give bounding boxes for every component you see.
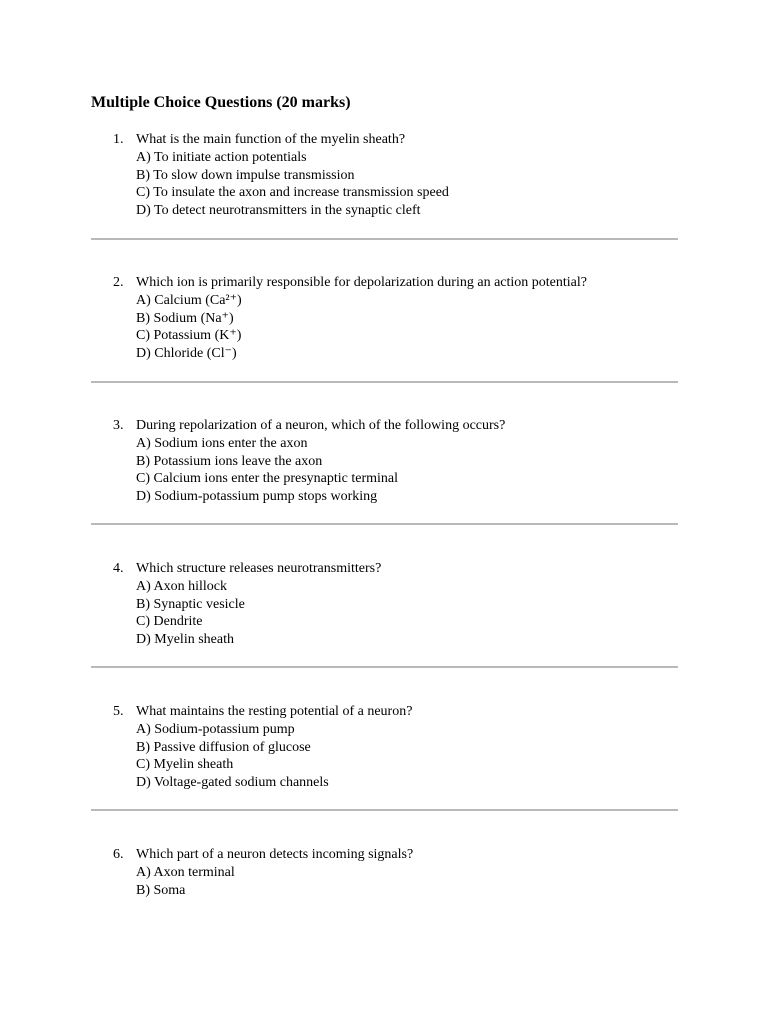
question-number: 6. bbox=[113, 847, 124, 862]
question-3 bbox=[0, 417, 768, 506]
answer-option bbox=[0, 310, 768, 328]
question-text: Which ion is primarily responsible for depolarization during an action potential? bbox=[136, 275, 587, 290]
option-c: C) Dendrite bbox=[136, 614, 203, 630]
option-d: D) Voltage-gated sodium channels bbox=[136, 775, 329, 791]
question-number: 2. bbox=[113, 275, 124, 290]
question-4 bbox=[0, 560, 768, 649]
answer-option bbox=[0, 882, 768, 900]
question-6 bbox=[0, 846, 768, 899]
question-number: 4. bbox=[113, 561, 124, 576]
answer-option bbox=[0, 202, 768, 220]
question-divider bbox=[91, 381, 678, 383]
answer-option bbox=[0, 721, 768, 739]
question-text: Which part of a neuron detects incoming signals? bbox=[136, 847, 414, 862]
option-b: B) Sodium (Na⁺) bbox=[136, 310, 234, 326]
question-line bbox=[0, 131, 768, 149]
option-a: A) Sodium-potassium pump bbox=[136, 721, 295, 737]
option-a: A) To initiate action potentials bbox=[136, 149, 307, 165]
option-b: B) Soma bbox=[136, 882, 186, 898]
answer-option bbox=[0, 453, 768, 471]
question-line bbox=[0, 417, 768, 435]
option-b: B) Passive diffusion of glucose bbox=[136, 739, 311, 755]
option-c: C) Calcium ions enter the presynaptic terminal bbox=[136, 471, 399, 487]
question-line bbox=[0, 274, 768, 292]
option-a: A) Axon terminal bbox=[136, 864, 235, 880]
answer-option bbox=[0, 739, 768, 757]
question-text: What is the main function of the myelin sheath? bbox=[136, 132, 406, 147]
question-text: What maintains the resting potential of a neuron? bbox=[136, 704, 413, 719]
answer-option bbox=[0, 327, 768, 345]
answer-option bbox=[0, 774, 768, 792]
option-b: B) Synaptic vesicle bbox=[136, 596, 245, 612]
answer-option bbox=[0, 292, 768, 310]
option-c: C) To insulate the axon and increase transmission speed bbox=[136, 185, 449, 201]
question-divider bbox=[91, 809, 678, 811]
option-a: A) Calcium (Ca²⁺) bbox=[136, 292, 242, 308]
question-line bbox=[0, 703, 768, 721]
option-a: A) Axon hillock bbox=[136, 578, 227, 594]
question-divider bbox=[91, 523, 678, 525]
section-title: Multiple Choice Questions (20 marks) bbox=[91, 94, 351, 111]
answer-option bbox=[0, 184, 768, 202]
answer-option bbox=[0, 864, 768, 882]
question-line bbox=[0, 560, 768, 578]
option-d: D) Myelin sheath bbox=[136, 632, 234, 648]
question-line bbox=[0, 846, 768, 864]
answer-option bbox=[0, 631, 768, 649]
question-5 bbox=[0, 703, 768, 792]
option-c: C) Myelin sheath bbox=[136, 757, 234, 773]
answer-option bbox=[0, 596, 768, 614]
answer-option bbox=[0, 578, 768, 596]
option-b: B) Potassium ions leave the axon bbox=[136, 453, 323, 469]
answer-option bbox=[0, 345, 768, 363]
option-b: B) To slow down impulse transmission bbox=[136, 167, 355, 183]
question-number: 1. bbox=[113, 132, 124, 147]
option-d: D) Chloride (Cl⁻) bbox=[136, 346, 237, 362]
question-number: 3. bbox=[113, 418, 124, 433]
answer-option bbox=[0, 167, 768, 185]
question-1 bbox=[0, 131, 768, 220]
option-a: A) Sodium ions enter the axon bbox=[136, 435, 308, 451]
option-d: D) To detect neurotransmitters in the synaptic cleft bbox=[136, 203, 421, 219]
answer-option bbox=[0, 756, 768, 774]
option-d: D) Sodium-potassium pump stops working bbox=[136, 489, 378, 505]
answer-option bbox=[0, 470, 768, 488]
question-divider bbox=[91, 666, 678, 668]
question-divider bbox=[91, 238, 678, 240]
question-text: During repolarization of a neuron, which of the following occurs? bbox=[136, 418, 506, 433]
question-number: 5. bbox=[113, 704, 124, 719]
question-text: Which structure releases neurotransmitters? bbox=[136, 561, 382, 576]
answer-option bbox=[0, 613, 768, 631]
option-c: C) Potassium (K⁺) bbox=[136, 328, 242, 344]
answer-option bbox=[0, 435, 768, 453]
answer-option bbox=[0, 488, 768, 506]
question-2 bbox=[0, 274, 768, 363]
answer-option bbox=[0, 149, 768, 167]
